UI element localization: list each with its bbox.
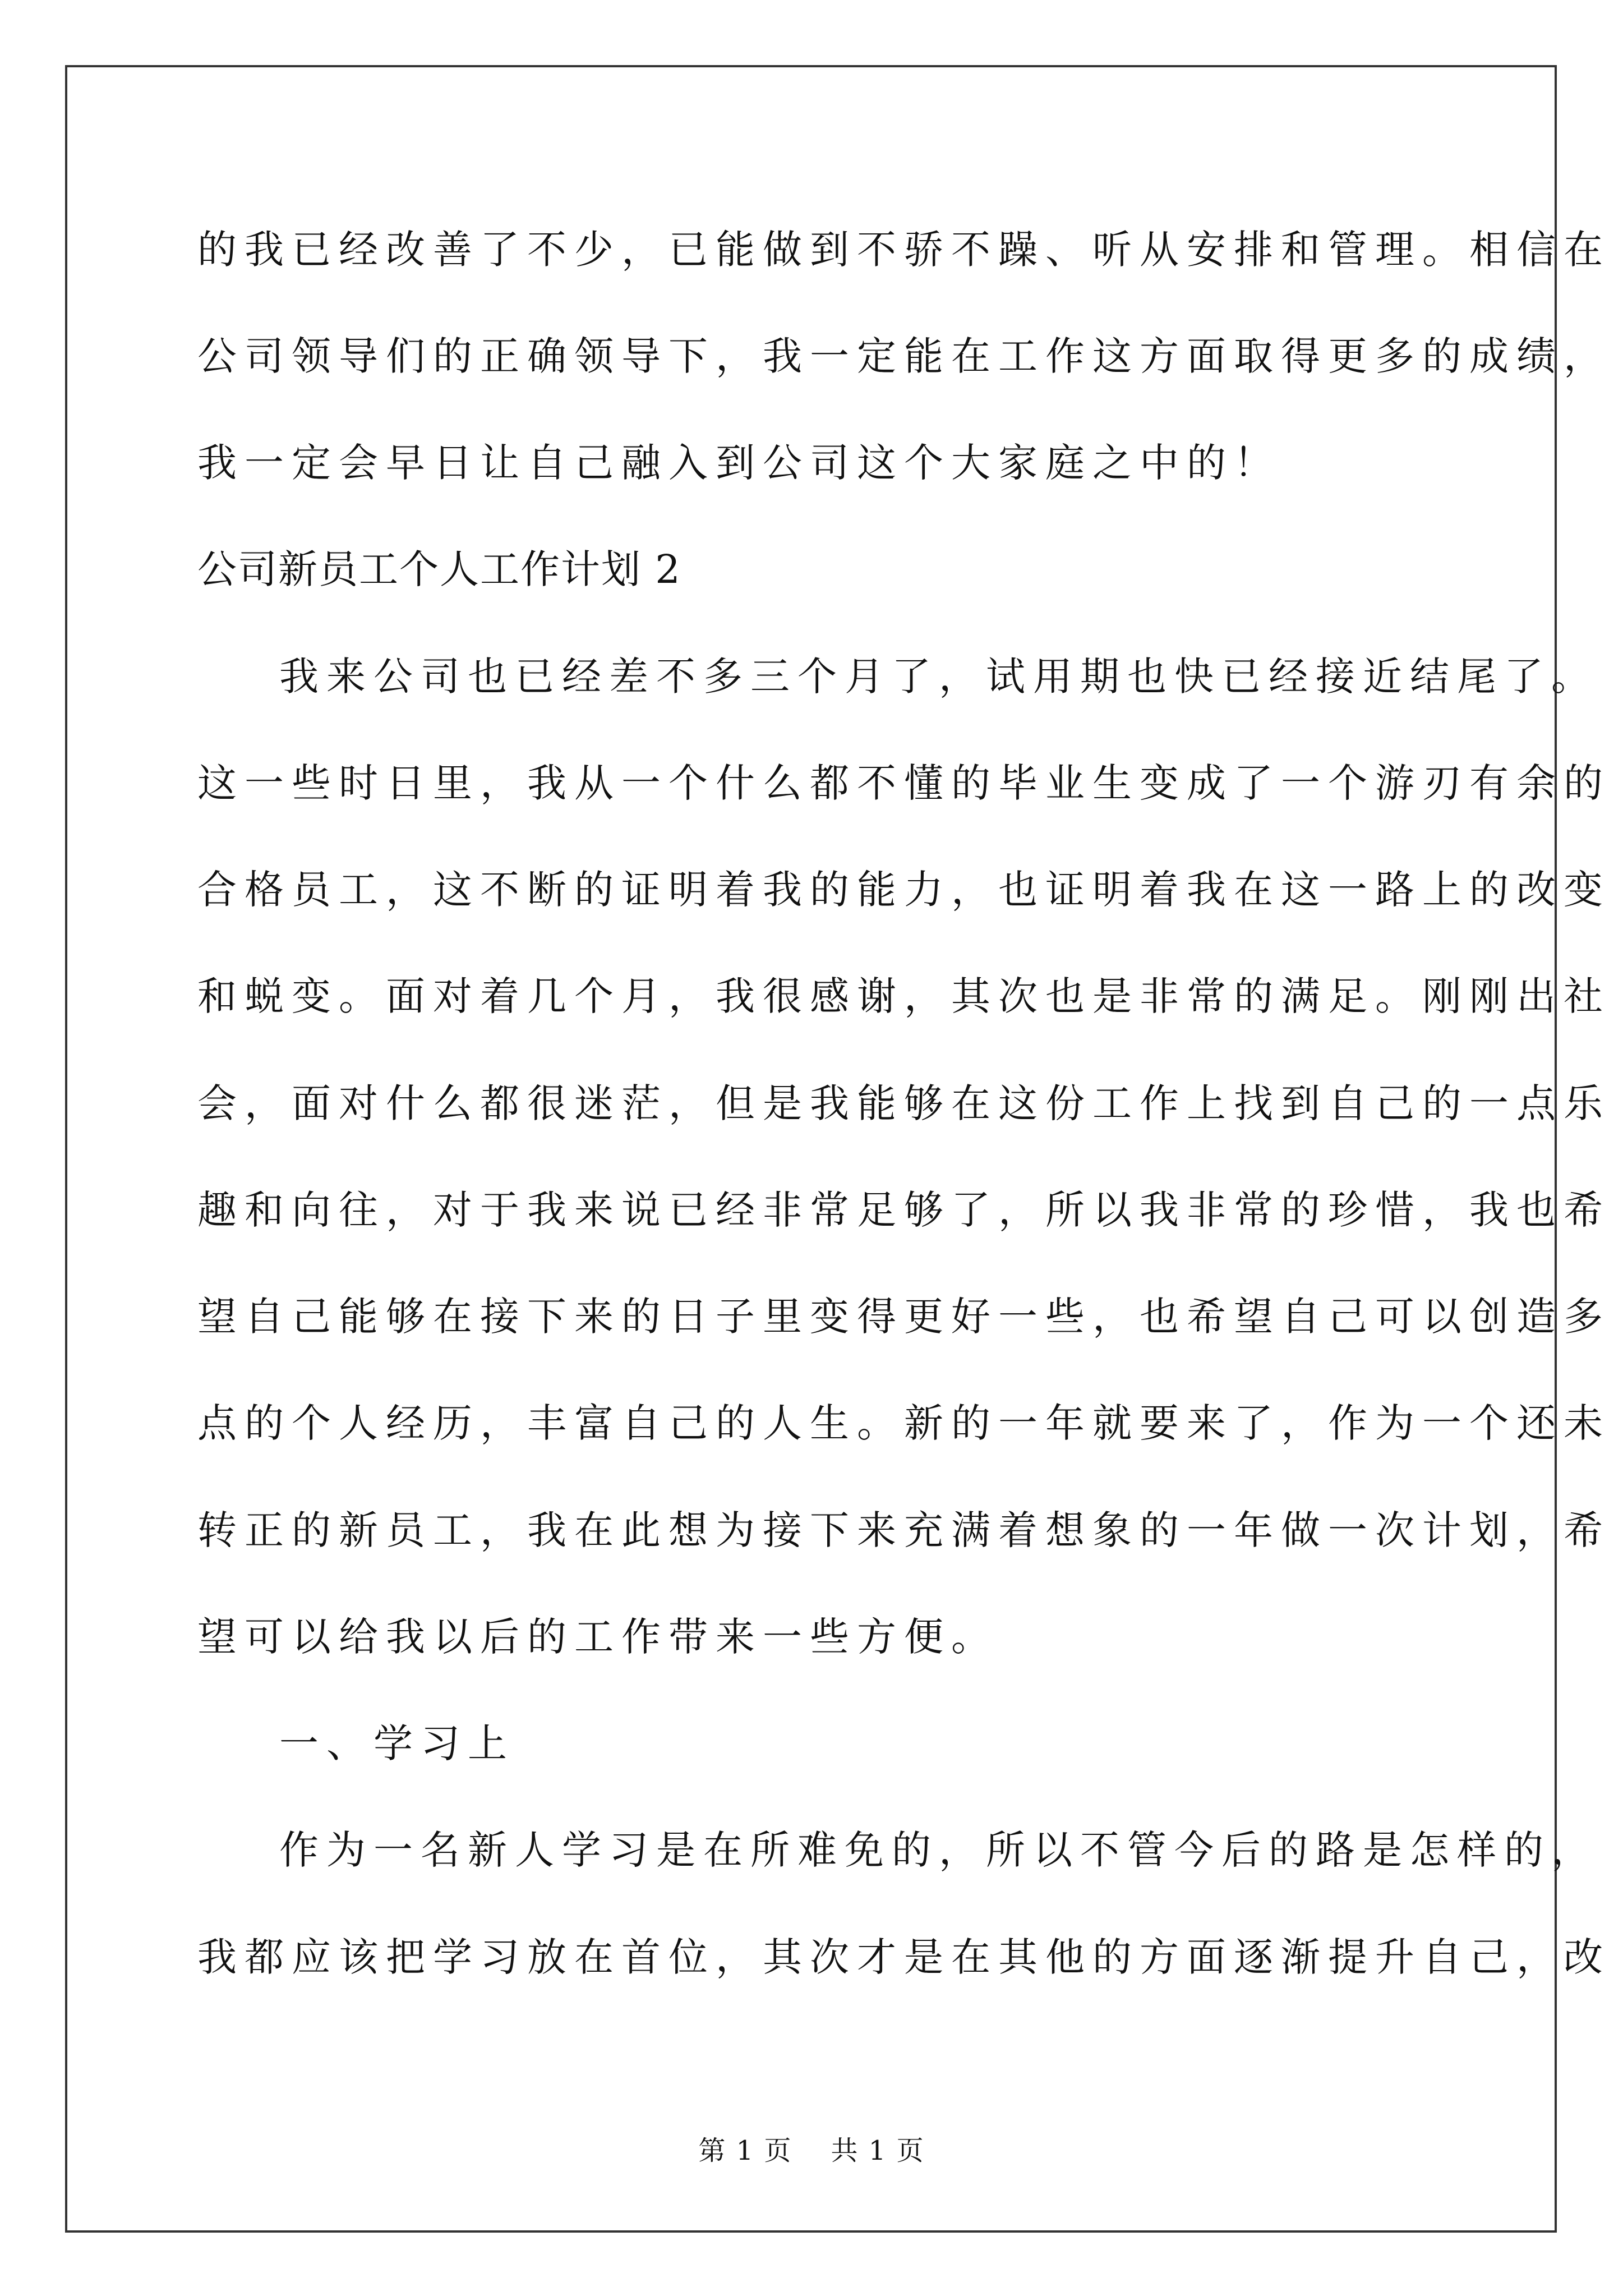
text-line: 望自己能够在接下来的日子里变得更好一些，也希望自己可以创造多 <box>197 1294 1611 1340</box>
page-border <box>65 65 1557 2233</box>
text-line: 会，面对什么都很迷茫，但是我能够在这份工作上找到自己的一点乐 <box>197 1080 1611 1126</box>
text-line: 点的个人经历，丰富自己的人生。新的一年就要来了，作为一个还未 <box>197 1400 1611 1446</box>
text-line: 我都应该把学习放在首位，其次才是在其他的方面逐渐提升自己，改 <box>197 1934 1611 1980</box>
section-title: 公司新员工个人工作计划 2 <box>197 546 681 592</box>
text-line: 的我已经改善了不少，已能做到不骄不躁、听从安排和管理。相信在 <box>197 227 1611 273</box>
text-line: 我来公司也已经差不多三个月了，试用期也快已经接近结尾了。 <box>279 654 1598 700</box>
text-line: 这一些时日里，我从一个什么都不懂的毕业生变成了一个游刃有余的 <box>197 760 1611 806</box>
text-line: 转正的新员工，我在此想为接下来充满着想象的一年做一次计划，希 <box>197 1507 1611 1553</box>
text-line: 望可以给我以后的工作带来一些方便。 <box>197 1614 998 1660</box>
text-line: 合格员工，这不断的证明着我的能力，也证明着我在这一路上的改变 <box>197 867 1611 913</box>
text-line: 趣和向往，对于我来说已经非常足够了，所以我非常的珍惜，我也希 <box>197 1187 1611 1233</box>
subsection-heading: 一、学习上 <box>279 1720 515 1766</box>
text-line: 和蜕变。面对着几个月，我很感谢，其次也是非常的满足。刚刚出社 <box>197 973 1611 1019</box>
page-footer: 第 1 页 共 1 页 <box>698 2135 925 2166</box>
text-line: 我一定会早日让自己融入到公司这个大家庭之中的！ <box>197 440 1281 486</box>
text-line: 公司领导们的正确领导下，我一定能在工作这方面取得更多的成绩， <box>197 333 1611 379</box>
text-line: 作为一名新人学习是在所难免的，所以不管今后的路是怎样的， <box>279 1827 1598 1873</box>
